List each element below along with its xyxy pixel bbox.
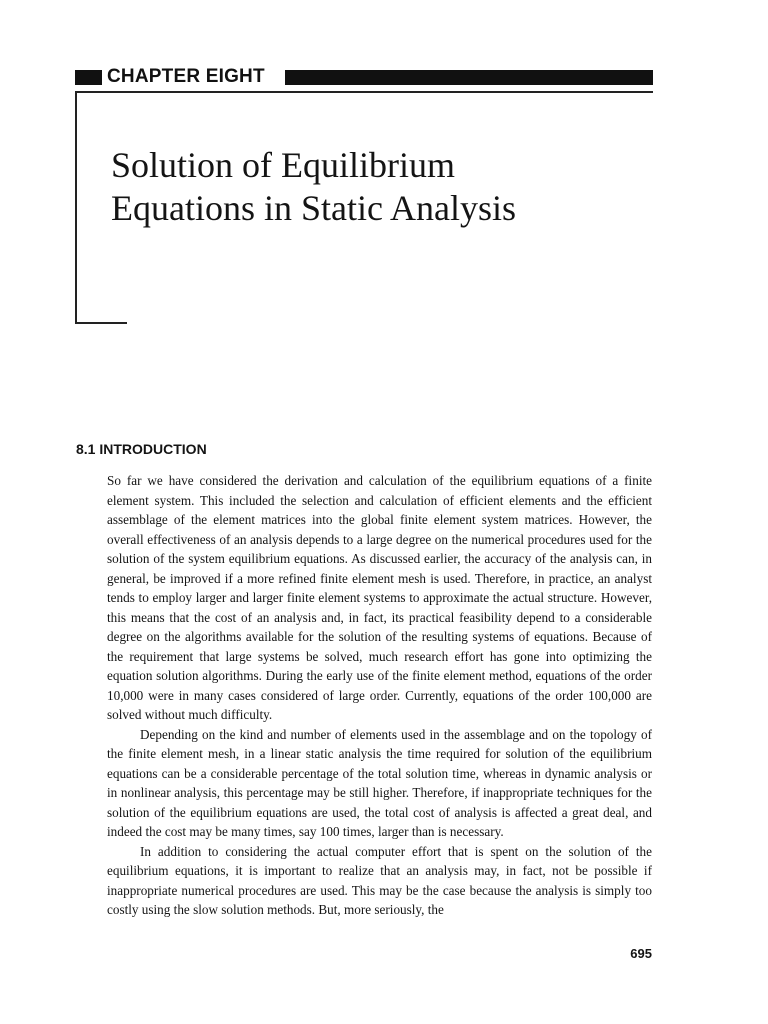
chapter-label: CHAPTER EIGHT bbox=[107, 66, 265, 87]
banner-bar bbox=[285, 70, 653, 85]
chapter-left-rule bbox=[75, 92, 77, 323]
chapter-top-rule bbox=[75, 91, 653, 93]
chapter-banner bbox=[75, 66, 653, 88]
body-text bbox=[107, 471, 652, 920]
page-number: 695 bbox=[630, 946, 652, 961]
paragraph-3: In addition to considering the actual computer effort that is spent on the solution of the equilibrium equations, it is important to realize that an analysis may, in fact, not be possible if inappropriate numerical procedures are used. This may be the case because the analysis is simply too costly using the slow solution methods. But, more seriously, the bbox=[107, 843, 652, 917]
paragraph-1: So far we have considered the derivation and calculation of the equilibrium equations of a finite element system. This included the selection and calculation of efficient elements and the efficient assemblage of the element matrices into the global finite element system matrices. However, the overall effectiveness of an analysis depends to a large degree on the numerical procedures used for the solution of the system equilibrium equations. As discussed earlier, the accuracy of the analysis can, in general, be improved if a more refined finite element mesh is used. Therefore, in practice, an analyst tends to employ larger and larger finite element systems to approximate the actual structure. However, this means that the cost of an analysis and, in fact, its practical feasibility depend to a considerable degree on the algorithms available for the solution of the resulting systems of equations. Because of the requirement that large systems be solved, much research effort has gone into optimizing the equation solution algorithms. During the early use of the finite element method, equations of the order 10,000 were in many cases considered of large order. Currently, equations of the order 100,000 are solved without much difficulty. bbox=[107, 473, 652, 722]
section-heading: 8.1 INTRODUCTION bbox=[76, 441, 207, 457]
chapter-foot-rule bbox=[75, 322, 127, 324]
paragraph-2: Depending on the kind and number of elements used in the assemblage and on the topology of the finite element mesh, in a linear static analysis the time required for solution of the equilibrium equations can be a considerable percentage of the total solution time, whereas in dynamic analysis or in nonlinear analysis, this percentage may be still higher. Therefore, if inappropriate techniques for the solution of the equilibrium equations are used, the total cost of analysis is affected a great deal, and indeed the cost may be many times, say 100 times, larger than is necessary. bbox=[107, 726, 652, 839]
banner-square-mark bbox=[75, 70, 102, 85]
chapter-title bbox=[111, 144, 631, 230]
chapter-title-line-2: Equations in Static Analysis bbox=[111, 188, 516, 228]
chapter-title-line-1: Solution of Equilibrium bbox=[111, 145, 456, 185]
